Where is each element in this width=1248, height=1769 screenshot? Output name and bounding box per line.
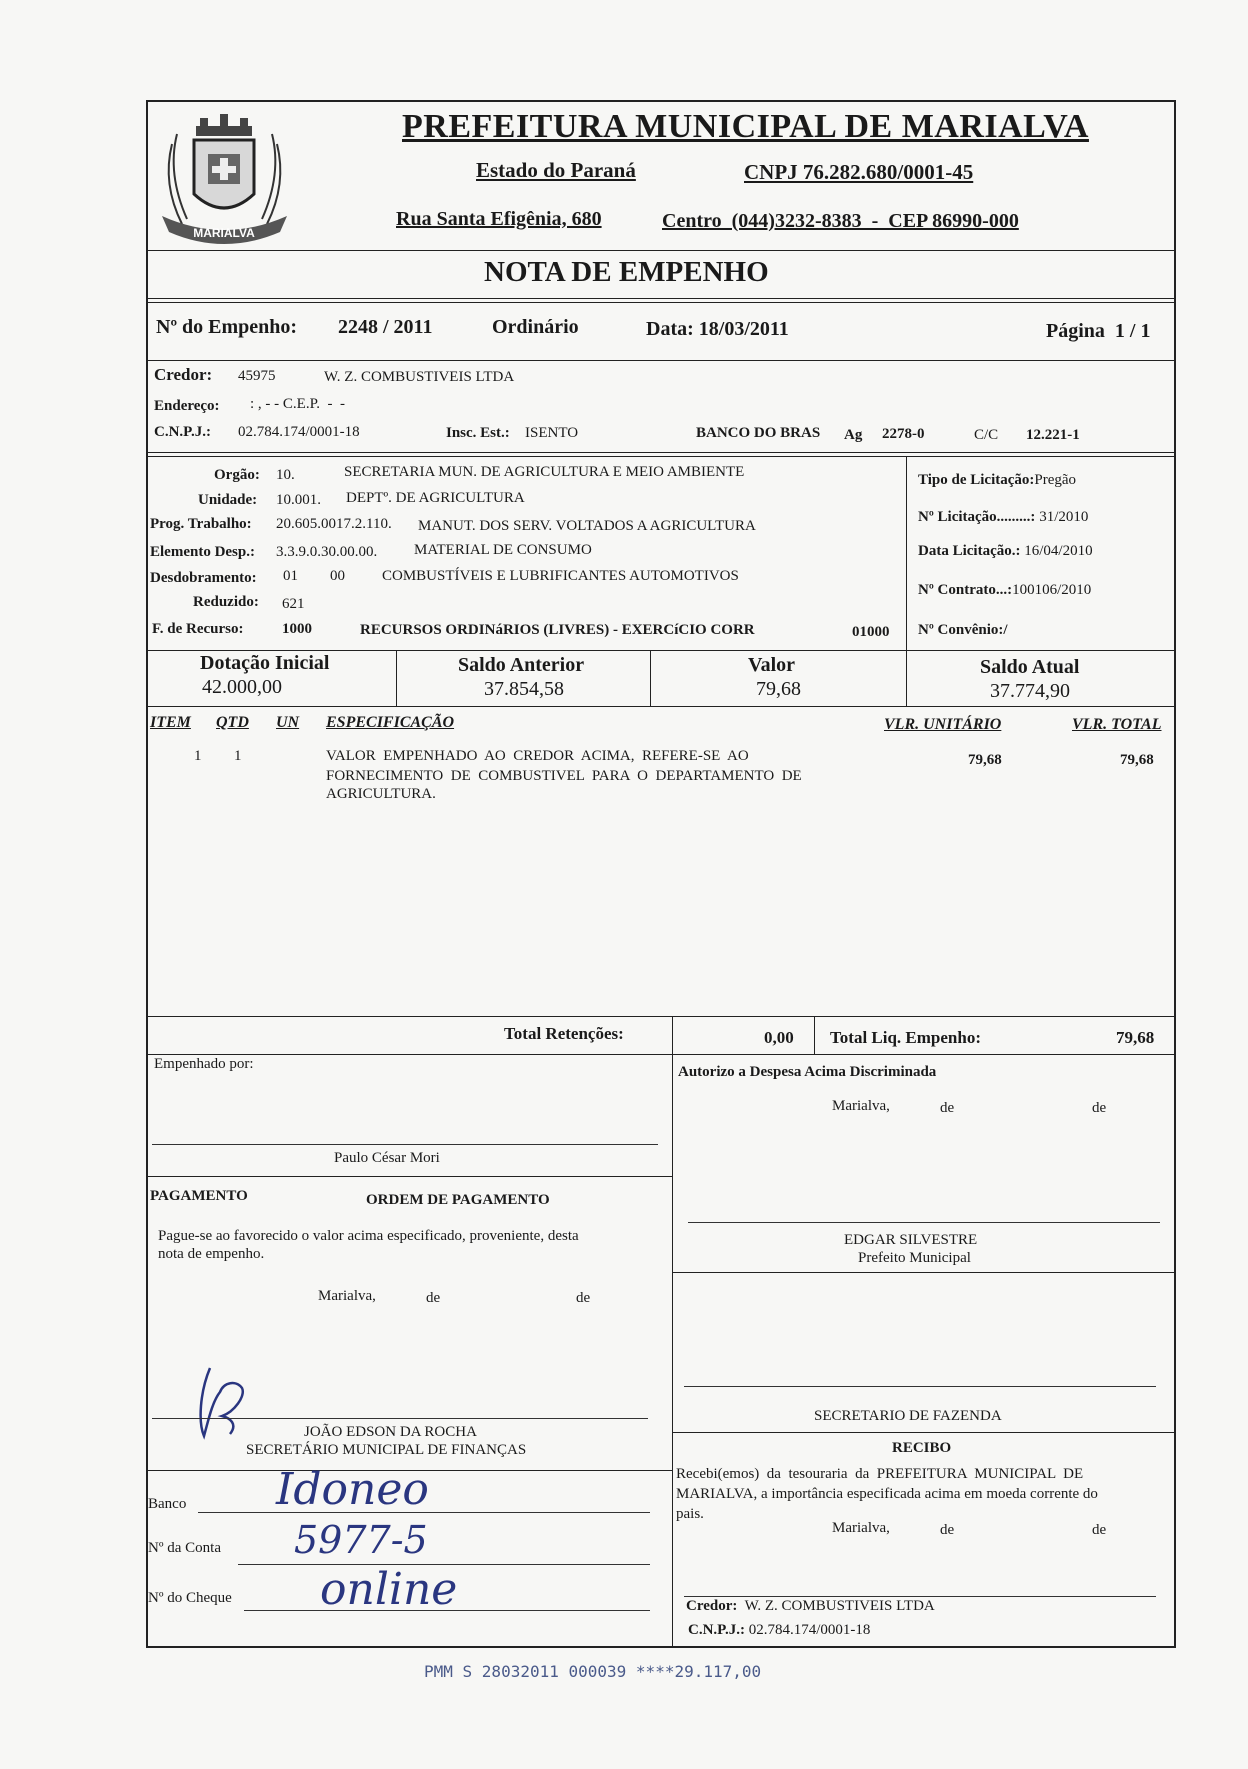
right-local-1: Marialva, — [832, 1098, 890, 1114]
unidade-desc: DEPTº. DE AGRICULTURA — [346, 490, 525, 506]
desd-a: 01 — [283, 568, 298, 584]
col-spec: ESPECIFICAÇÃO — [326, 714, 455, 731]
right-de-2a: de — [940, 1522, 955, 1538]
recibo-cnpj — [688, 1622, 870, 1639]
licitacao-data-label: Data Licitação.: — [918, 543, 1021, 559]
empenhado-por-label: Empenhado por: — [154, 1056, 254, 1072]
recurso-label: F. de Recurso: — [152, 621, 244, 637]
elem-desc: MATERIAL DE CONSUMO — [414, 542, 592, 558]
endereco-value: : , - - C.E.P. - - — [250, 396, 345, 412]
banco-label: Banco — [148, 1496, 187, 1512]
retencoes-label: Total Retenções: — [504, 1024, 624, 1043]
licitacao-data — [918, 543, 1093, 560]
right-de-1b: de — [1092, 1100, 1107, 1116]
unidade-code: 10.001. — [276, 492, 321, 508]
pague-line-1: Pague-se ao favorecido o valor acima especificado, proveniente, desta — [158, 1228, 579, 1244]
cheque-handwritten: online — [320, 1564, 458, 1615]
elem-code: 3.3.9.0.30.00.00. — [276, 544, 378, 560]
saldo-atual-value: 37.774,90 — [990, 680, 1070, 702]
endereco-label: Endereço: — [154, 398, 220, 414]
saldo-atual-label: Saldo Atual — [980, 656, 1080, 678]
desd-label: Desdobramento: — [150, 570, 257, 586]
municipal-seal — [152, 104, 297, 252]
insc-label: Insc. Est.: — [446, 425, 510, 441]
conta-label: Nº da Conta — [148, 1540, 221, 1556]
ordem-pagamento-label: ORDEM DE PAGAMENTO — [366, 1192, 550, 1208]
header-address: Rua Santa Efigênia, 680 — [396, 208, 602, 230]
header-title: PREFEITURA MUNICIPAL DE MARIALVA — [402, 108, 1089, 145]
col-qtd: QTD — [216, 714, 249, 731]
credor-cnpj-value: 02.784.174/0001-18 — [238, 424, 360, 440]
licitacao-contrato-label: Nº Contrato...: — [918, 582, 1013, 598]
right-local-2: Marialva, — [832, 1520, 890, 1536]
bank-name: BANCO DO BRAS — [696, 425, 821, 441]
left-de-1: de — [426, 1290, 441, 1306]
pagamento-label: PAGAMENTO — [150, 1188, 248, 1204]
retencoes-value: 0,00 — [764, 1028, 794, 1047]
valor-label: Valor — [748, 654, 796, 676]
item-unit-value: 79,68 — [968, 752, 1002, 768]
pague-line-2: nota de empenho. — [158, 1246, 265, 1262]
desd-b: 00 — [330, 568, 345, 584]
col-item: ITEM — [150, 714, 191, 731]
licitacao-num-value: 31/2010 — [1039, 509, 1089, 525]
recibo-cnpj-value: 02.784.174/0001-18 — [748, 1622, 871, 1638]
financas-cargo: SECRETÁRIO MUNICIPAL DE FINANÇAS — [246, 1442, 527, 1458]
prefeito-nome: EDGAR SILVESTRE — [844, 1232, 978, 1248]
recibo-line-3: pais. — [676, 1506, 704, 1522]
signature-financas — [190, 1362, 260, 1442]
cc-value: 12.221-1 — [1026, 427, 1080, 443]
col-unit: VLR. UNITÁRIO — [884, 716, 1002, 733]
recibo-credor-label: Credor: — [686, 1598, 738, 1614]
recurso-code: 1000 — [282, 621, 312, 637]
financas-nome: JOÃO EDSON DA ROCHA — [304, 1424, 477, 1440]
recibo-cnpj-label: C.N.P.J.: — [688, 1622, 745, 1638]
saldo-dotacao-label: Dotação Inicial — [200, 652, 330, 674]
prog-code: 20.605.0017.2.110. — [276, 516, 392, 532]
liq-empenho-label: Total Liq. Empenho: — [830, 1028, 981, 1047]
orgao-code: 10. — [276, 467, 295, 483]
liq-empenho-value: 79,68 — [1116, 1028, 1155, 1047]
credor-name: W. Z. COMBUSTIVEIS LTDA — [324, 369, 515, 385]
licitacao-tipo-value: Pregão — [1034, 472, 1077, 488]
licitacao-tipo-label — [918, 472, 1076, 489]
left-de-2: de — [576, 1290, 591, 1306]
page-number: Página 1 / 1 — [1046, 320, 1151, 342]
credor-label: Credor: — [154, 365, 213, 384]
credor-cnpj-label: C.N.P.J.: — [154, 424, 211, 440]
saldo-dotacao-value: 42.000,00 — [202, 676, 282, 698]
recibo-credor — [686, 1598, 935, 1615]
recurso-desc: RECURSOS ORDINáRIOS (LIVRES) - EXERCíCIO CORR — [360, 622, 755, 638]
orgao-label: Orgão: — [214, 467, 260, 483]
cc-label: C/C — [974, 427, 999, 443]
empenho-label: Nº do Empenho: — [156, 316, 298, 338]
licitacao-contrato — [918, 582, 1091, 599]
right-de-2b: de — [1092, 1522, 1107, 1538]
insc-value: ISENTO — [525, 425, 579, 441]
item-spec-line-1: VALOR EMPENHADO AO CREDOR ACIMA, REFERE-SE AO — [326, 748, 749, 764]
valor-value: 79,68 — [756, 678, 801, 700]
right-de-1a: de — [940, 1100, 955, 1116]
recibo-line-2: MARIALVA, a importância especificada acima em moeda corrente do — [676, 1486, 1098, 1502]
fazenda-label: SECRETARIO DE FAZENDA — [814, 1408, 1002, 1424]
seal-text: MARIALVA — [193, 226, 255, 240]
item-total-value: 79,68 — [1120, 752, 1154, 768]
recibo-credor-value: W. Z. COMBUSTIVEIS LTDA — [744, 1598, 935, 1614]
credor-code: 45975 — [238, 368, 276, 384]
ag-label: Ag — [844, 427, 863, 443]
licitacao-num-label: Nº Licitação.........: — [918, 509, 1036, 525]
conta-handwritten: 5977-5 — [294, 1518, 428, 1562]
prefeito-cargo: Prefeito Municipal — [858, 1250, 971, 1266]
licitacao-data-value: 16/04/2010 — [1024, 543, 1093, 559]
header-address-rest: Centro (044)3232-8383 - CEP 86990-000 — [662, 210, 1019, 232]
header-cnpj: CNPJ 76.282.680/0001-45 — [744, 160, 974, 184]
banco-handwritten: Idoneo — [276, 1464, 429, 1515]
empenho-date: Data: 18/03/2011 — [646, 318, 789, 340]
empenho-type: Ordinário — [492, 316, 579, 338]
licitacao-num — [918, 509, 1088, 526]
header-state: Estado do Paraná — [476, 158, 636, 182]
desd-desc: COMBUSTÍVEIS E LUBRIFICANTES AUTOMOTIVOS — [382, 568, 739, 584]
item-number: 1 — [194, 748, 202, 764]
recibo-line-1: Recebi(emos) da tesouraria da PREFEITURA MUNICIPAL DE — [676, 1466, 1084, 1482]
item-qtd: 1 — [234, 748, 242, 764]
recibo-label: RECIBO — [892, 1440, 952, 1456]
col-total: VLR. TOTAL — [1072, 716, 1162, 733]
ag-value: 2278-0 — [882, 426, 925, 442]
doc-title: NOTA DE EMPENHO — [484, 256, 769, 288]
reduzido-value: 621 — [282, 596, 305, 612]
cheque-label: Nº do Cheque — [148, 1590, 232, 1606]
orgao-desc: SECRETARIA MUN. DE AGRICULTURA E MEIO AMBIENTE — [344, 464, 745, 480]
autorizo-label: Autorizo a Despesa Acima Discriminada — [678, 1064, 937, 1080]
licitacao-convenio: Nº Convênio:/ — [918, 622, 1008, 638]
prog-desc: MANUT. DOS SERV. VOLTADOS A AGRICULTURA — [418, 518, 756, 534]
bank-stamp: PMM S 28032011 000039 ****29.117,00 — [424, 1662, 762, 1681]
recurso-extra: 01000 — [852, 624, 890, 640]
reduzido-label: Reduzido: — [193, 594, 259, 610]
saldo-anterior-value: 37.854,58 — [484, 678, 564, 700]
saldo-anterior-label: Saldo Anterior — [458, 654, 585, 676]
left-local: Marialva, — [318, 1288, 376, 1304]
prog-label: Prog. Trabalho: — [150, 516, 252, 532]
item-spec-line-2: FORNECIMENTO DE COMBUSTIVEL PARA O DEPARTAMENTO DE — [326, 768, 802, 784]
col-un: UN — [276, 714, 300, 731]
empenhado-por-nome: Paulo César Mori — [334, 1150, 440, 1166]
unidade-label: Unidade: — [198, 492, 258, 508]
licitacao-contrato-value: 100106/2010 — [1012, 582, 1092, 598]
item-spec-line-3: AGRICULTURA. — [326, 786, 436, 802]
empenho-number: 2248 / 2011 — [338, 316, 433, 338]
elem-label: Elemento Desp.: — [150, 544, 255, 560]
licitacao-tipo-text: Tipo de Licitação: — [918, 472, 1035, 488]
